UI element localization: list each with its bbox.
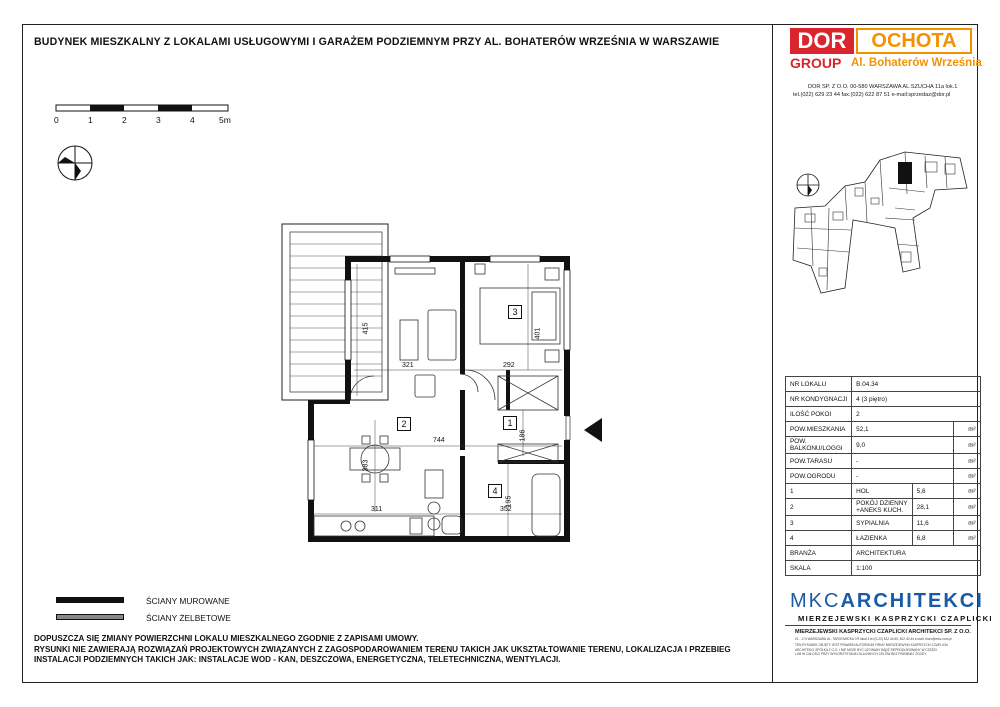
scale-tick-2: 2 xyxy=(122,115,127,125)
legend-concrete-label: ŚCIANY ŻELBETOWE xyxy=(146,613,231,623)
label-floor: NR KONDYGNACJI xyxy=(786,392,852,407)
dim-352: 352 xyxy=(500,506,512,513)
label-area: POW.MIESZKANIA xyxy=(786,422,852,437)
note-line-3: INSTALACJI PODZIEMNYCH TAKICH JAK: INSTALACJE WOD - KAN, DESZCZOWA, ENERGETYCZNA, TELETECHNICZNA, WENTYLACJI. xyxy=(34,655,561,664)
logo-ochota: OCHOTA xyxy=(856,28,972,54)
room-row: 3 SYPIALNIA 11,6 m² xyxy=(786,516,981,531)
key-plan-unit-marker xyxy=(898,162,912,184)
unit-terrace: m² xyxy=(953,454,980,469)
note-line-2: RYSUNKI NIE ZAWIERAJĄ ROZWIĄZAŃ PROJEKTOWYCH ZWIĄZANYCH Z ZAGOSPODAROWANIEM TERENU TAKICH JAK UKSZTAŁTOWANIE TERENU, LOKALIZACJA I PRZEBIEG xyxy=(34,644,731,654)
label-branch: BRANŻA xyxy=(786,546,852,561)
label-terrace: POW.TARASU xyxy=(786,454,852,469)
row-unit xyxy=(786,377,981,392)
value-unit: B.04.34 xyxy=(852,377,981,392)
dim-186: 186 xyxy=(519,429,527,442)
dim-311: 311 xyxy=(371,506,383,513)
logo-group: GROUP xyxy=(790,55,842,71)
label-scale: SKALA xyxy=(786,561,852,576)
room-number-1: 1 xyxy=(503,416,517,430)
room-number-3: 3 xyxy=(508,305,522,319)
dim-195: 195 xyxy=(505,495,513,508)
row-balcony xyxy=(786,437,981,454)
architect-fineprint: 01 - 174 WARSZAWA UL. TARGOWICKA 7/9 lokal 4 tel (0-22) 812 44 85, 812 40 44 e-mail: biuro@mkc.com.pl TEN RYSUNEK OBJĘTY JEST PRAWEM AUTORSKIM FIRMY MIERZEJEWSKI KASPRZYCKI CZAPLICKI ARCHITEKCI SPÓŁKA Z O.O. I NIE MOŻE BYĆ UŻYWANY BĄDŹ REPRODUKOWANY W CZĘŚCI LUB W CAŁOŚCI PRZY WYKORZYSTANIU DLA INNYCH CELÓW BEZ PISEMNEJ ZGODY. xyxy=(795,637,952,656)
room-row: 2 POKÓJ DZIENNY +ANEKS KUCH. 28,1 m² xyxy=(786,499,981,516)
logo-dor: DOR xyxy=(790,28,854,54)
architect-logo: MKCARCHITEKCI xyxy=(790,590,984,612)
scale-tick-3: 3 xyxy=(156,115,161,125)
room-number-2: 2 xyxy=(397,417,411,431)
architect-firm: MIERZEJEWSKI KASPRZYCKI CZAPLICKI ARCHITEKCI SP. Z O.O. xyxy=(795,629,971,635)
dim-383: 383 xyxy=(362,459,370,472)
key-plan xyxy=(785,148,975,298)
row-area xyxy=(786,422,981,437)
dim-744: 744 xyxy=(433,437,445,444)
page-title: BUDYNEK MIESZKALNY Z LOKALAMI USŁUGOWYMI I GARAŻEM PODZIEMNYM PRZY AL. BOHATERÓW WRZEŚNIA W WARSZAWIE xyxy=(34,36,720,48)
legend-concrete-swatch xyxy=(56,614,124,620)
row-garden xyxy=(786,469,981,484)
dim-415: 415 xyxy=(362,322,370,335)
value-area: 52,1 xyxy=(852,422,954,437)
architect-subtitle: MIERZEJEWSKI KASPRZYCKI CZAPLICKI xyxy=(798,614,993,623)
scale-tick-1: 1 xyxy=(88,115,93,125)
label-balcony: POW. BALKONU/LOGGI xyxy=(786,437,852,454)
row-scale xyxy=(786,561,981,576)
label-garden: POW.OGRODU xyxy=(786,469,852,484)
entrance-arrow-icon xyxy=(582,416,604,444)
value-rooms: 2 xyxy=(852,407,981,422)
room-row: 4 ŁAZIENKA 6,8 m² xyxy=(786,531,981,546)
value-floor: 4 (3 piętro) xyxy=(852,392,981,407)
info-table xyxy=(785,376,981,576)
label-unit: NR LOKALU xyxy=(786,377,852,392)
contact-address: DOR SP. Z O.O. 00-580 WARSZAWA AL.SZUCHA 11a lok.1 xyxy=(808,84,958,90)
scale-tick-5: 5m xyxy=(219,115,231,125)
dim-401: 401 xyxy=(534,327,542,340)
scale-tick-4: 4 xyxy=(190,115,195,125)
note-line-1: DOPUSZCZA SIĘ ZMIANY POWIERZCHNI LOKALU MIESZKALNEGO ZGODNIE Z ZAPISAMI UMOWY. xyxy=(34,634,419,643)
value-branch: ARCHITEKTURA xyxy=(852,546,981,561)
value-terrace: - xyxy=(852,454,954,469)
architect-divider xyxy=(785,625,971,626)
row-terrace xyxy=(786,454,981,469)
dim-321: 321 xyxy=(402,362,414,369)
row-branch xyxy=(786,546,981,561)
contact-phone: tel.(022) 629 23 44 fax.(022) 622 87 51 e-mail:sprzedaz@dor.pl xyxy=(793,92,951,98)
logo-tagline: Al. Bohaterów Września xyxy=(851,57,982,69)
value-scale: 1:100 xyxy=(852,561,981,576)
value-garden: - xyxy=(852,469,954,484)
legend-masonry-label: ŚCIANY MUROWANE xyxy=(146,596,230,606)
dim-292: 292 xyxy=(503,362,515,369)
value-balcony: 9,0 xyxy=(852,437,954,454)
room-row: 1 HOL 5,6 m² xyxy=(786,484,981,499)
legend-masonry-swatch xyxy=(56,597,124,603)
unit-area: m² xyxy=(953,422,980,437)
sheet-divider xyxy=(772,24,773,683)
label-rooms: ILOŚĆ POKOI xyxy=(786,407,852,422)
notes xyxy=(34,634,731,666)
north-arrow-icon xyxy=(55,143,95,183)
scale-tick-0: 0 xyxy=(54,115,59,125)
row-floor xyxy=(786,392,981,407)
unit-balcony: m² xyxy=(953,437,980,454)
unit-garden: m² xyxy=(953,469,980,484)
row-rooms xyxy=(786,407,981,422)
floor-plan xyxy=(270,220,600,550)
room-number-4: 4 xyxy=(488,484,502,498)
